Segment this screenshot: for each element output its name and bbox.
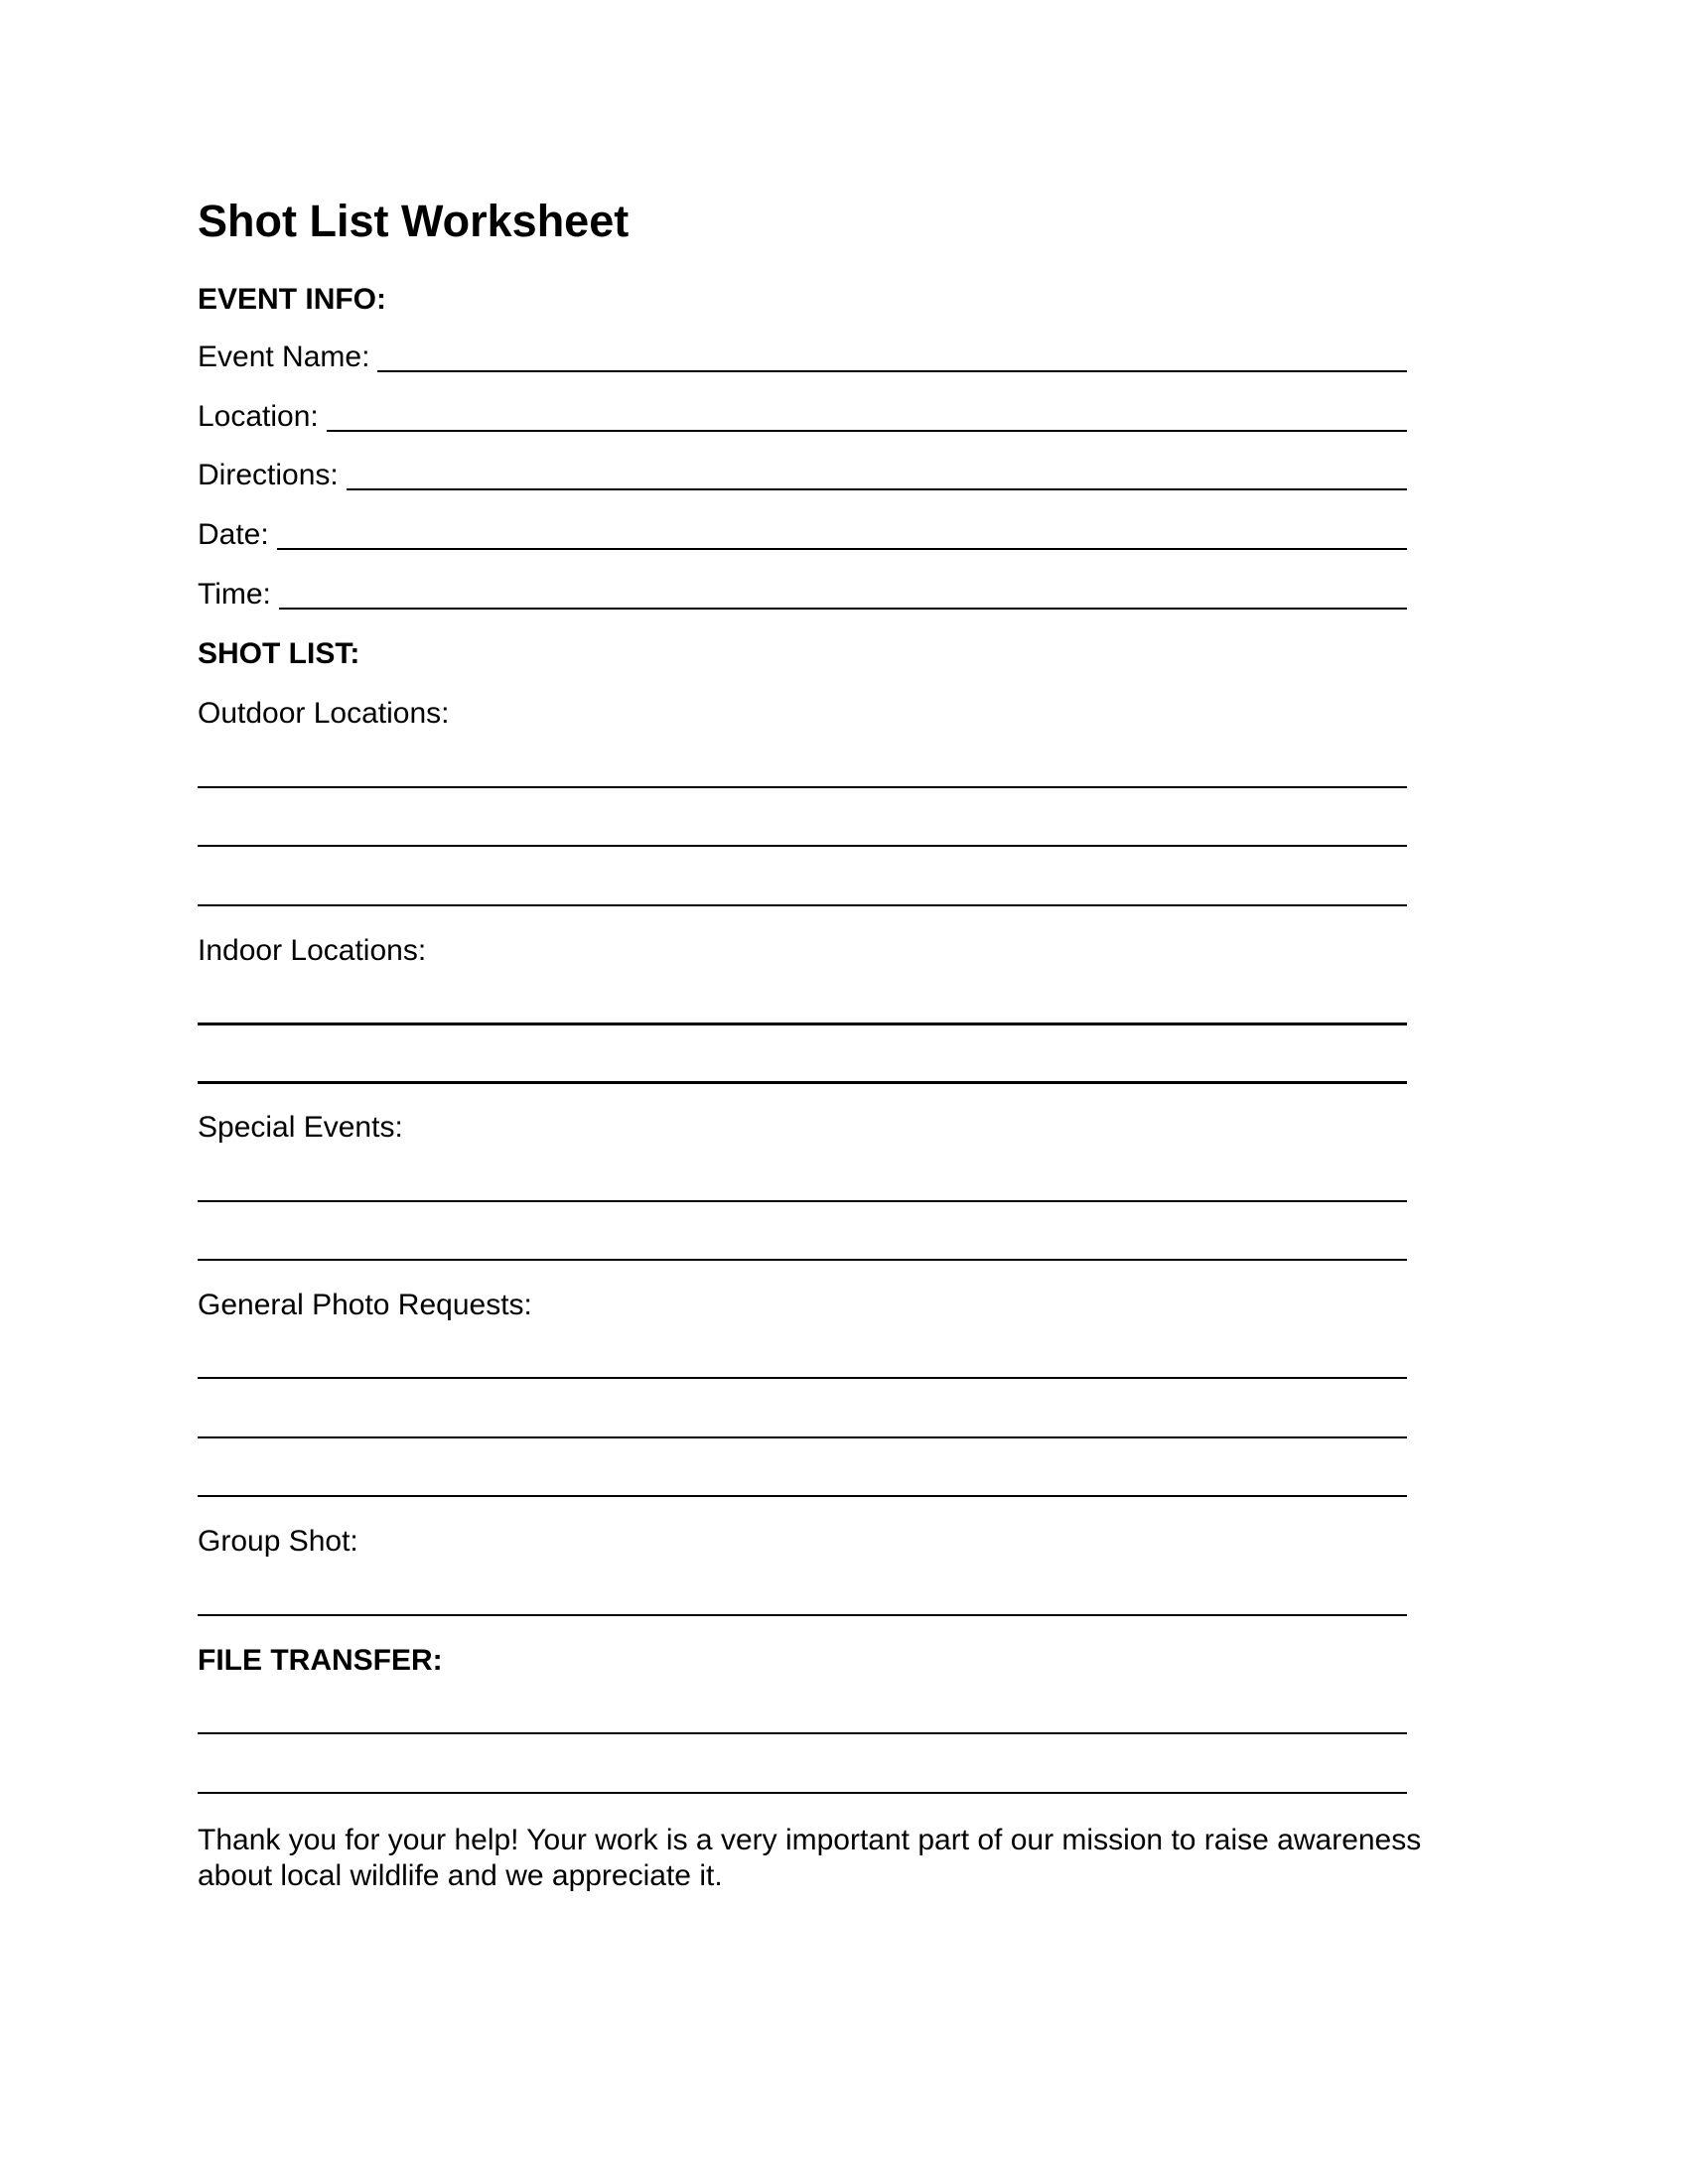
time-field[interactable]	[198, 575, 1407, 613]
special-events-line[interactable]	[198, 1200, 1407, 1202]
general-photo-requests-line[interactable]	[198, 1377, 1407, 1379]
time-blank[interactable]	[279, 578, 1407, 610]
directions-label: Directions:	[198, 459, 339, 491]
outdoor-locations-line[interactable]	[198, 845, 1407, 847]
indoor-locations-line[interactable]	[198, 1081, 1407, 1084]
date-blank[interactable]	[277, 518, 1407, 550]
event-name-field[interactable]	[198, 338, 1407, 375]
general-photo-requests-line[interactable]	[198, 1495, 1407, 1497]
location-field[interactable]	[198, 397, 1407, 435]
location-label: Location:	[198, 400, 319, 433]
special-events-line[interactable]	[198, 1259, 1407, 1261]
file-transfer-line[interactable]	[198, 1732, 1407, 1734]
general-photo-requests-line[interactable]	[198, 1436, 1407, 1438]
location-blank[interactable]	[327, 400, 1407, 432]
shot-list-heading: SHOT LIST:	[198, 637, 360, 670]
page-title: Shot List Worksheet	[198, 196, 630, 246]
general-photo-requests-label: General Photo Requests:	[198, 1289, 532, 1321]
group-shot-label: Group Shot:	[198, 1525, 358, 1558]
group-shot-line[interactable]	[198, 1614, 1407, 1616]
date-label: Date:	[198, 518, 269, 551]
closing-message: Thank you for your help! Your work is a very important part of our mission to raise awareness about local wildlife and we appreciate it.	[198, 1824, 1422, 1892]
indoor-locations-label: Indoor Locations:	[198, 934, 427, 967]
directions-blank[interactable]	[347, 459, 1407, 490]
event-name-label: Event Name:	[198, 341, 370, 373]
file-transfer-line[interactable]	[198, 1792, 1407, 1794]
outdoor-locations-line[interactable]	[198, 904, 1407, 906]
date-field[interactable]	[198, 515, 1407, 553]
event-name-blank[interactable]	[377, 341, 1407, 372]
event-info-heading: EVENT INFO:	[198, 283, 387, 316]
outdoor-locations-line[interactable]	[198, 786, 1407, 788]
directions-field[interactable]	[198, 456, 1407, 493]
time-label: Time:	[198, 578, 271, 611]
indoor-locations-line[interactable]	[198, 1023, 1407, 1025]
outdoor-locations-label: Outdoor Locations:	[198, 697, 450, 730]
special-events-label: Special Events:	[198, 1111, 403, 1144]
file-transfer-heading: FILE TRANSFER:	[198, 1644, 443, 1677]
